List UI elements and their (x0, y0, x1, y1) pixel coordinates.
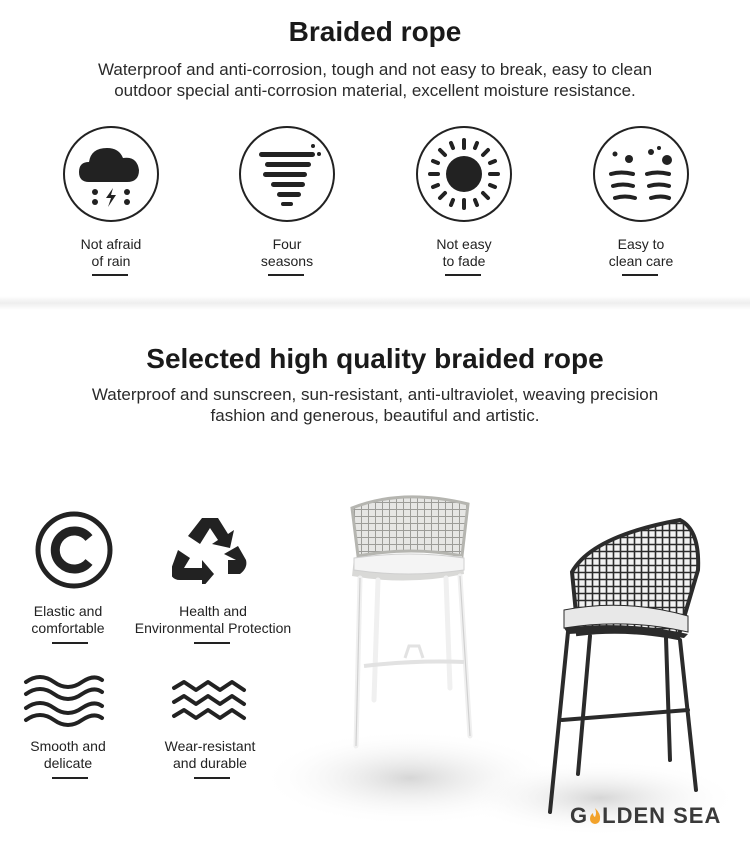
feature-label-health: Health and Environmental Protection (134, 603, 292, 636)
underline (92, 274, 128, 276)
section1-subtitle-line1: Waterproof and anti-corrosion, tough and not easy to break, easy to clean (97, 60, 653, 79)
underline (445, 274, 481, 276)
underline (52, 642, 88, 644)
section2-title: Selected high quality braided rope (146, 343, 604, 374)
section1-subtitle-line2: outdoor special anti-corrosion material, excellent moisture resistance. (114, 81, 636, 100)
logo-text: LDEN SEA (602, 803, 722, 828)
section2-subtitle-line1: Waterproof and sunscreen, sun-resistant, anti-ultraviolet, weaving precision (91, 385, 659, 404)
feature-label: Not afraid of rain (80, 236, 142, 269)
zigzag-icon (170, 678, 250, 726)
feature-label-elastic: Elastic and comfortable (31, 603, 105, 636)
underline (52, 777, 88, 779)
section1-title: Braided rope (288, 16, 462, 47)
feature-label: Not easy to fade (436, 236, 492, 269)
bar-stools-photo (260, 478, 730, 838)
brand-logo (570, 803, 721, 829)
section2-subtitle-line2: fashion and generous, beautiful and artistic. (210, 406, 540, 425)
feature-label: Four seasons (260, 236, 314, 269)
feature-label: Easy to clean care (608, 236, 674, 269)
copyright-icon (32, 508, 116, 592)
underline (194, 777, 230, 779)
section1-subtitle (0, 59, 750, 101)
wave-lines-icon (22, 672, 106, 728)
underline (194, 642, 230, 644)
underline (268, 274, 304, 276)
rain-cloud-icon (63, 126, 159, 222)
section-divider (0, 296, 750, 310)
underline (622, 274, 658, 276)
light-bar-stool (352, 497, 470, 746)
recycle-icon (172, 514, 248, 584)
logo-letter-g: G (570, 803, 589, 828)
section2-subtitle (0, 384, 750, 426)
sun-icon (416, 126, 512, 222)
feature-label-wear-resistant: Wear-resistant and durable (164, 738, 256, 771)
feature-label-smooth: Smooth and delicate (30, 738, 106, 771)
wind-drops-icon (593, 126, 689, 222)
tornado-icon (239, 126, 335, 222)
flame-icon (588, 805, 602, 823)
